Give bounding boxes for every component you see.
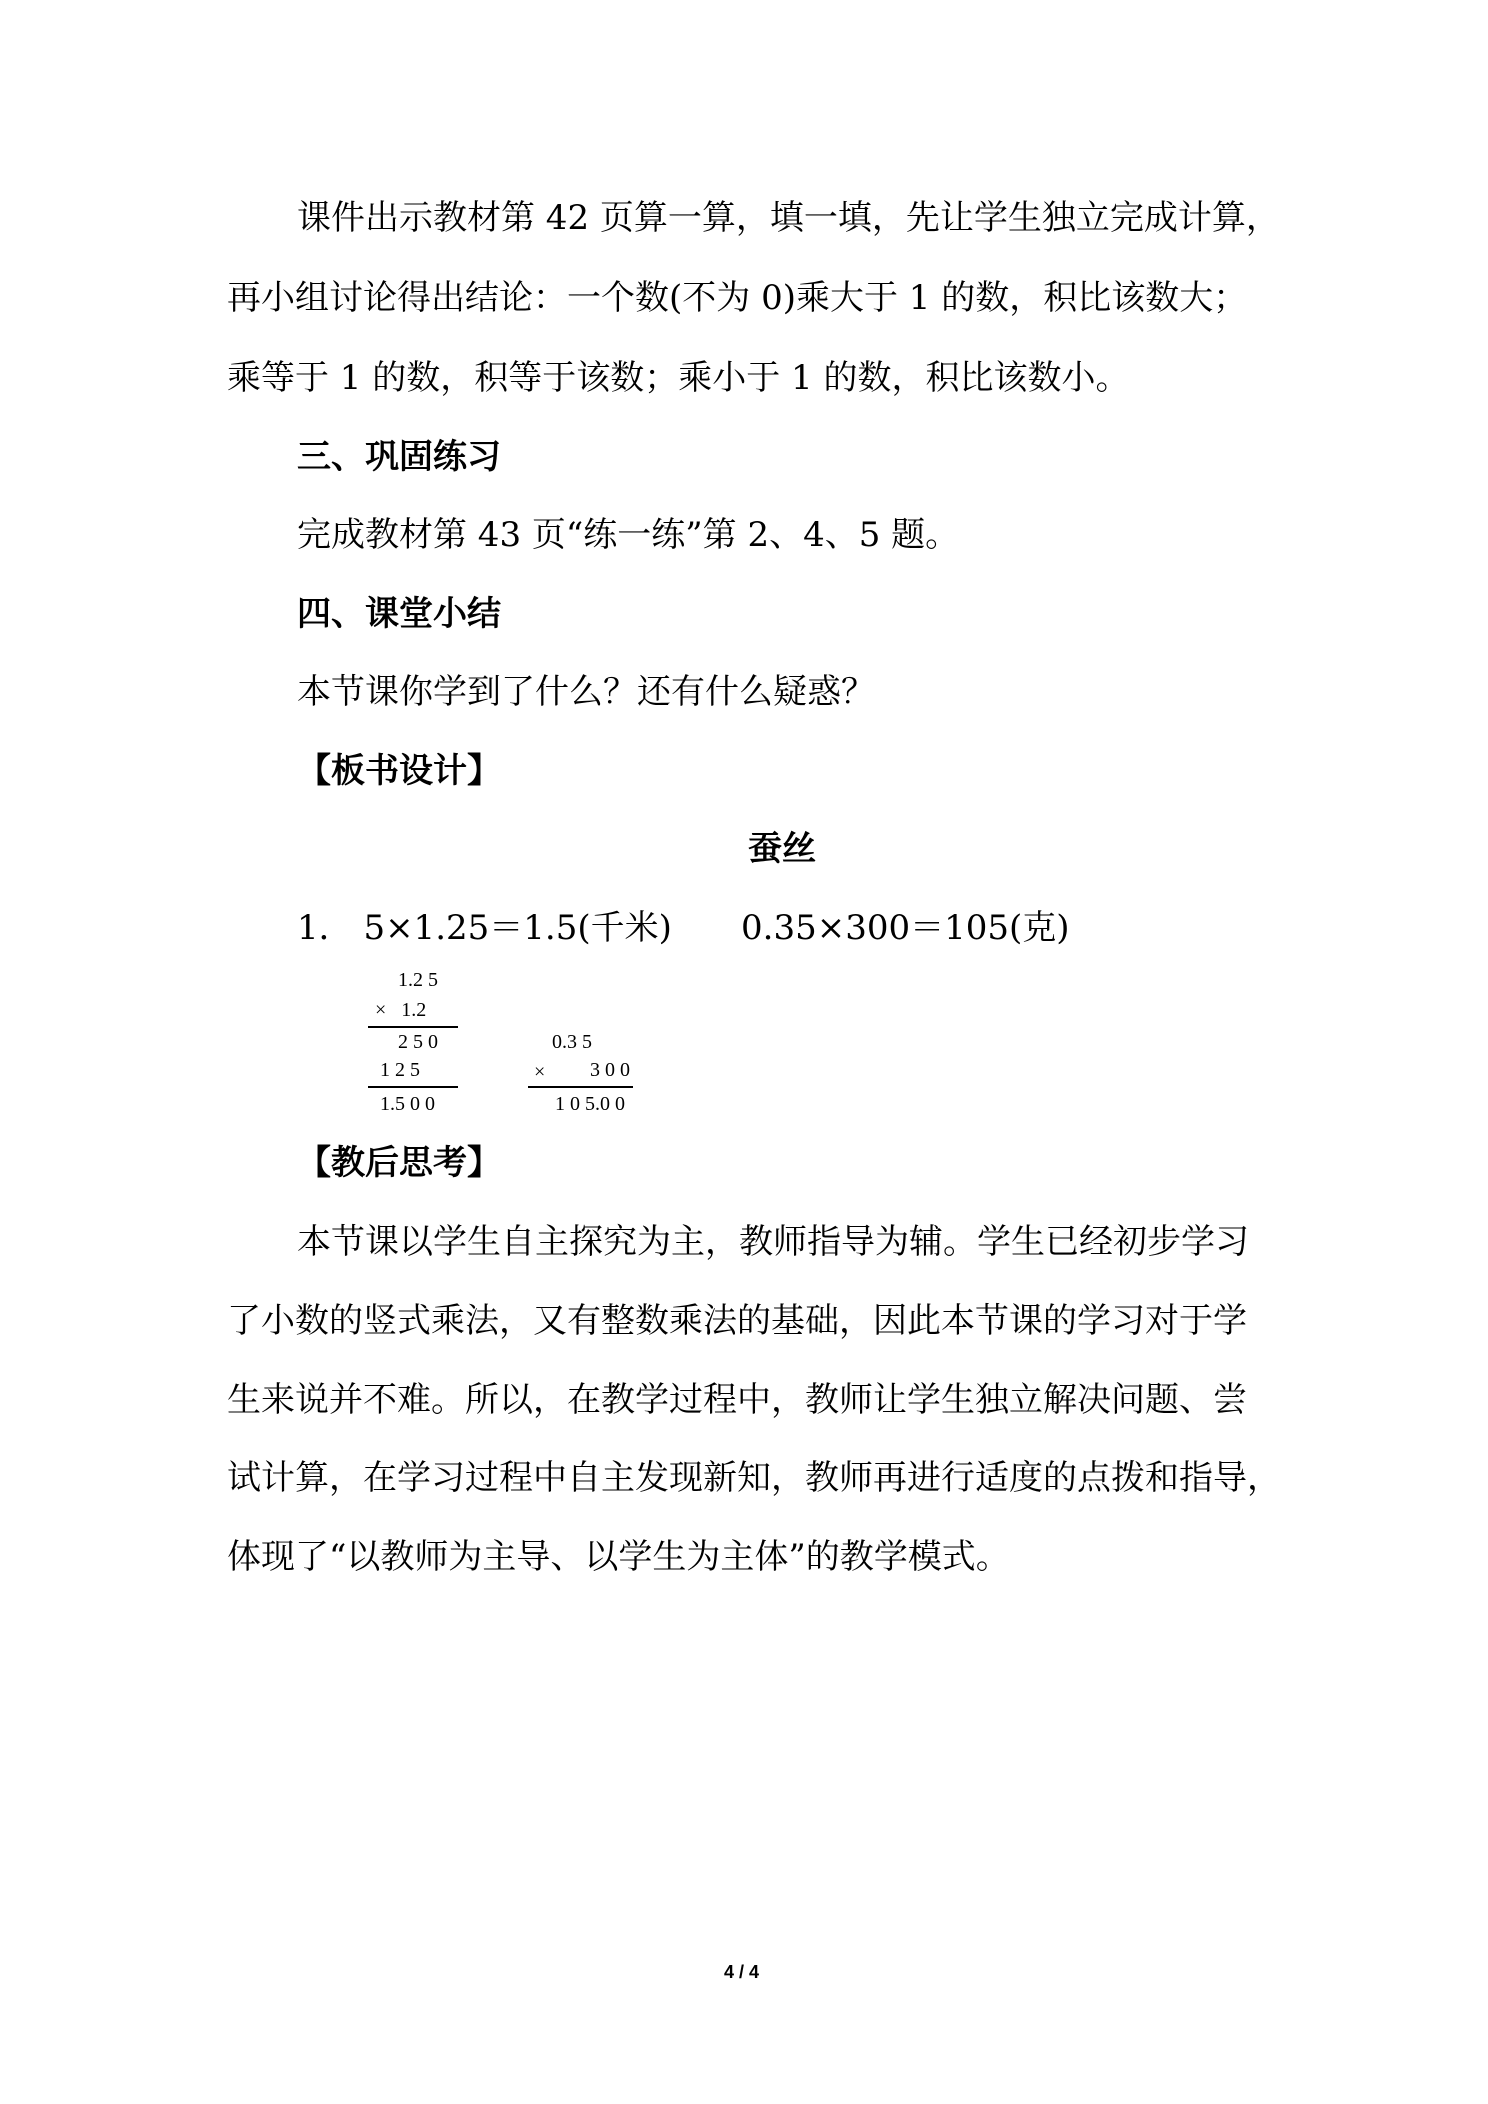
calc-row: 1.2 5 <box>398 969 438 991</box>
page-number: 4 / 4 <box>724 1962 760 1982</box>
section-heading-consolidation: 三、巩固练习 <box>297 437 501 477</box>
reflection-heading: 【教后思考】 <box>297 1143 501 1183</box>
calc-rule <box>368 1026 458 1028</box>
calc-row: 1 0 5.0 0 <box>555 1093 625 1115</box>
calc-row: 1.5 0 0 <box>380 1093 435 1115</box>
paragraph-line: 体现了“以教师为主导、以学生为主体”的教学模式。 <box>227 1537 1010 1577</box>
board-title: 蚕丝 <box>748 829 816 869</box>
section-heading-summary: 四、课堂小结 <box>297 594 501 634</box>
paragraph-line: 生来说并不难。所以，在教学过程中，教师让学生独立解决问题、尝 <box>227 1380 1247 1420</box>
board-design-heading: 【板书设计】 <box>297 751 501 791</box>
calc-row: × 1.2 <box>375 999 427 1021</box>
equation-1: 1． 5×1.25＝1.5(千米) <box>297 908 672 948</box>
paragraph-line: 本节课以学生自主探究为主，教师指导为辅。学生已经初步学习 <box>297 1222 1249 1262</box>
paragraph-line: 了小数的竖式乘法，又有整数乘法的基础，因此本节课的学习对于学 <box>227 1301 1247 1341</box>
calc-rule <box>528 1086 633 1088</box>
equation-2: 0.35×300＝105(克) <box>741 908 1070 948</box>
calc-row: 0.3 5 <box>552 1031 592 1053</box>
calc-rule <box>368 1086 458 1088</box>
paragraph-line: 试计算，在学习过程中自主发现新知，教师再进行适度的点拨和指导， <box>227 1458 1281 1498</box>
section-text: 本节课你学到了什么？还有什么疑惑？ <box>297 672 875 712</box>
calc-row: 1 2 5 <box>380 1059 420 1081</box>
calc-row: 3 0 0 <box>590 1059 630 1081</box>
paragraph-line: 课件出示教材第 42 页算一算，填一填，先让学生独立完成计算， <box>297 198 1280 238</box>
paragraph-line: 乘等于 1 的数，积等于该数；乘小于 1 的数，积比该数小。 <box>227 358 1130 398</box>
paragraph-line: 再小组讨论得出结论：一个数(不为 0)乘大于 1 的数，积比该数大； <box>227 278 1248 318</box>
section-text: 完成教材第 43 页“练一练”第 2、4、5 题。 <box>297 515 960 555</box>
calc-row: × <box>534 1061 546 1083</box>
calc-row: 2 5 0 <box>398 1031 438 1053</box>
